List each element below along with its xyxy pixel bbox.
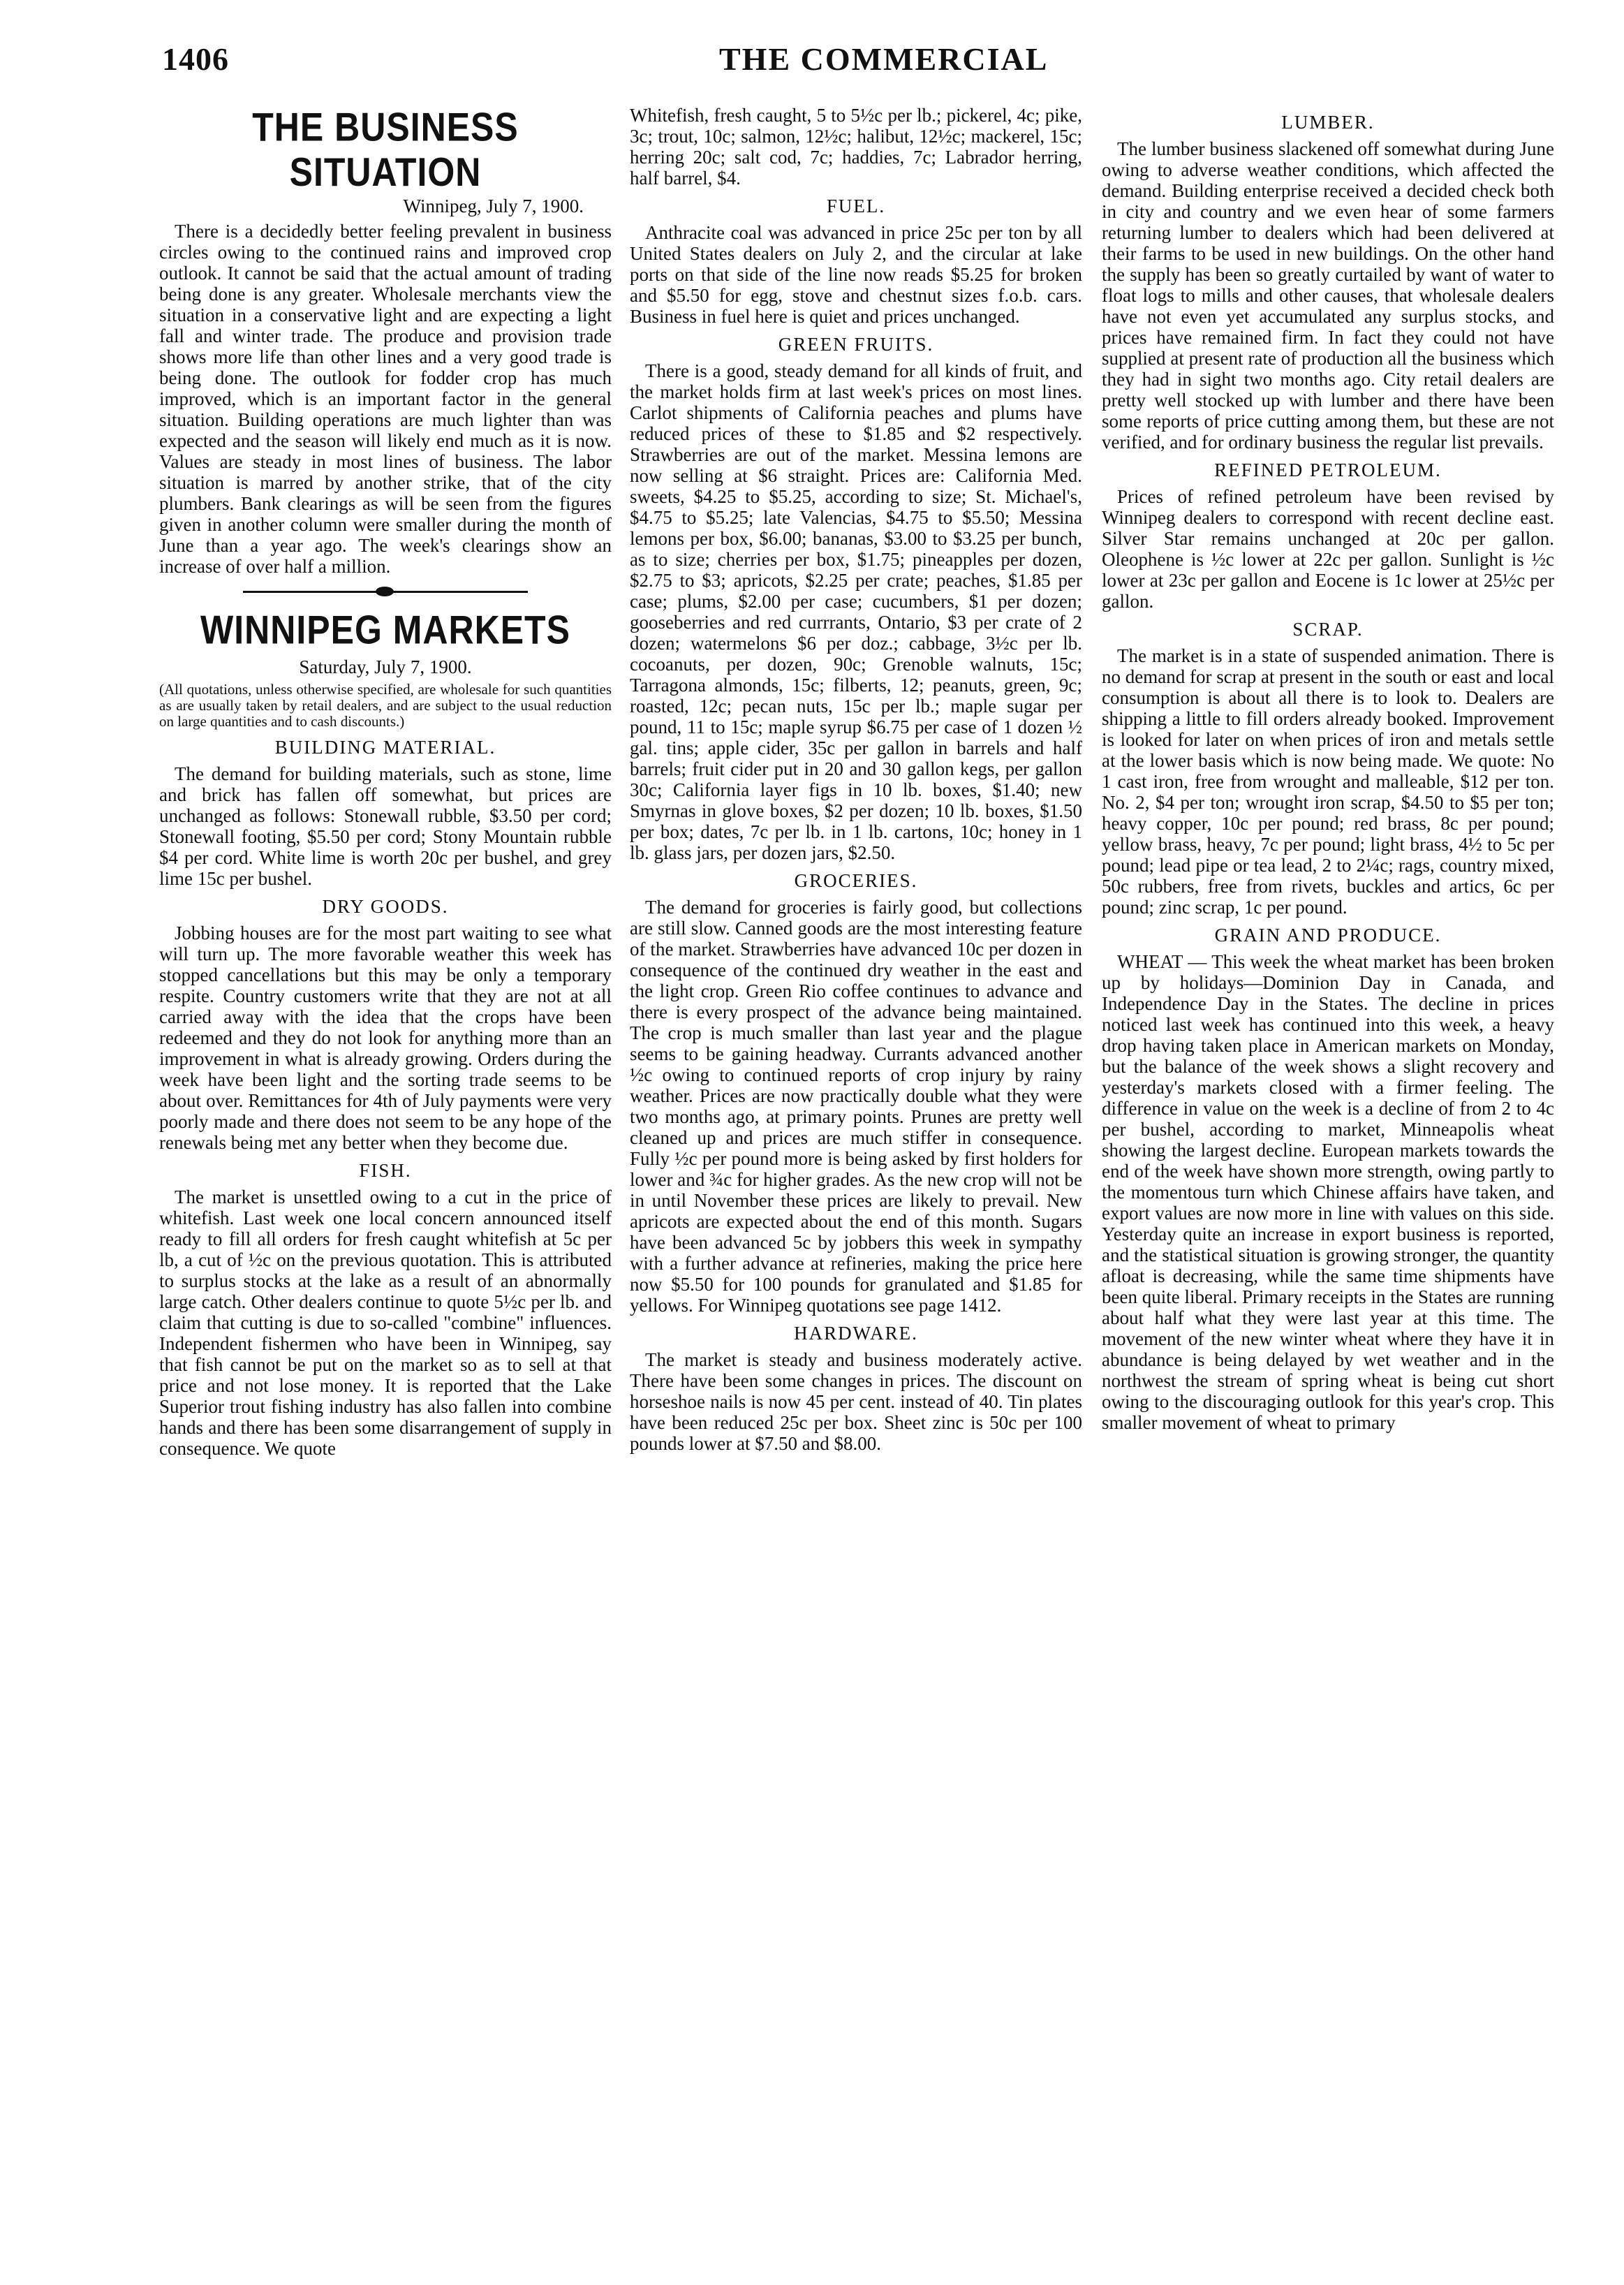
- green-fruits-body: There is a good, steady demand for all kinds of fruit, and the market holds firm at last week's prices on most lines. Carlot shipments of California peaches and plums have reduced prices of these to $1.85 and $2 respectively. Strawberries are out of the market. Messina lemons are now selling at $6 straight. Prices are: California Med. sweets, $4.25 to $5.25, according to size; St. Michael's, $4.75 to $5.25; late Valencias, $4.75 to $5.50; Messina lemons per box, $6.00; bananas, $3.00 to $3.25 per bunch, as to size; cherries per box, $1.75; pineapples per dozen, $2.75 to $3; apricots, $2.25 per crate; peaches, $1.85 per case; plums, $2.00 per case; cucumbers, $1 per dozen; gooseberries and red currrants, Ontario, $3 per crate of 2 dozen; watermelons $6 per doz.; cabbage, 3½c per lb. cocoanuts, per dozen, 90c; Grenoble walnuts, 15c; Tarragona almonds, 15c; filberts, 12; peanuts, green, 9c; roasted, 12c; pecan nuts, 15c per lb.; maple sugar per pound, 11 to 15c; maple syrup $6.75 per case of 1 dozen ½ gal. tins; apple cider, 35c per gallon in barrels and half barrels; fruit cider put in 20 and 30 gallon kegs, per gallon 30c; California layer figs in 10 lb. boxes, $1.40; new Smyrnas in glove boxes, $2 per dozen; 10 lb. boxes, $1.50 per box; dates, 7c per lb. in 1 lb. cartons, 10c; honey in 1 lb. glass jars, per dozen jars, $2.50.: [630, 360, 1082, 863]
- quotations-note: (All quotations, unless otherwise specified, are wholesale for such quantities as are usually taken by retail dealers, and are subject to the usual reduction on large quantities and to cash discounts.): [159, 681, 612, 730]
- business-situation-title: THE BUSINESS SITUATION: [252, 104, 519, 195]
- hardware-body: The market is steady and business moderately active. There have been some changes in prices. The discount on horseshoe nails is now 45 per cent. instead of 40. Tin plates have been reduced 25c per box. Sheet zinc is 50c per 100 pounds lower at $7.50 and $8.00.: [630, 1349, 1082, 1454]
- fish-body-continued: Whitefish, fresh caught, 5 to 5½c per lb.; pickerel, 4c; pike, 3c; trout, 10c; salmon, 12½c; halibut, 12½c; mackerel, 15c; herring 20c; salt cod, 7c; haddies, 7c; Labrador herring, half barrel, $4.: [630, 105, 1082, 189]
- business-situation-dateline: Winnipeg, July 7, 1900.: [403, 196, 584, 216]
- refined-petroleum-heading: REFINED PETROLEUM.: [1214, 460, 1442, 480]
- lumber-heading: LUMBER.: [1281, 112, 1375, 133]
- fuel-body: Anthracite coal was advanced in price 25c per ton by all United States dealers on July 2, and the circular at lake ports on that side of the line now reads $5.25 for broken and $5.50 for egg, stove and chestnut sizes f.o.b. cars. Business in fuel here is quiet and prices unchanged.: [630, 222, 1082, 327]
- page-header: [0, 28, 1624, 91]
- refined-petroleum-body: Prices of refined petroleum have been revised by Winnipeg dealers to correspond with recent decline east. Silver Star remains unchanged at 20c per gallon. Oleophene is ½c lower at 22c per gallon. Sunlight is ½c lower at 23c per gallon and Eocene is 1c lower at 25½c per gallon.: [1102, 486, 1554, 612]
- scrap-body: The market is in a state of suspended animation. There is no demand for scrap at present in the south or east and local consumption is about all there is to look to. Dealers are shipping a little to fill orders already booked. Improvement is looked for later on when prices of iron and metals settle at the lower basis which is now being made. We quote: No 1 cast iron, free from wrought and malleable, $12 per ton. No. 2, $4 per ton; wrought iron scrap, $4.50 to $5 per ton; heavy copper, 10c per pound; red brass, 8c per pound; yellow brass, heavy, 7c per pound; light brass, 4½ to 5c per pound; lead pipe or tea lead, 2 to 2¼c; rags, country mixed, 50c rubbers, free from rivets, buckles and artics, 6c per pound; zinc scrap, 1c per pound.: [1102, 645, 1554, 918]
- column-3: [1102, 105, 1554, 1439]
- fuel-heading: FUEL.: [826, 196, 886, 216]
- grain-and-produce-body: WHEAT — This week the wheat market has been broken up by holidays—Dominion Day in Canada, and Independence Day in the States. The decline in prices noticed last week has continued into this week, a heavy drop having taken place in American markets on Monday, but the balance of the week shows a slight recovery and yesterday's markets closed with a firmer feeling. The difference in value on the week is a decline of from 2 to 4c per bushel, according to market, Minneapolis wheat showing the largest decline. European markets towards the end of the week have shown more strength, owing partly to the momentous turn which Chinese affairs have taken, and export values are now more in line with values on this side. Yesterday quite an increase in export business is reported, and the statistical situation is growing stronger, the quantity afloat is decreasing, while the same time shipments have been quite liberal. Primary receipts in the States are running about half what they were last year at this time. The movement of the new winter wheat where they have it in abundance is being delayed by wet weather and in the northwest the stream of spring wheat is being cut short owing to the discouraging outlook for this year's crop. This smaller movement of wheat to primary: [1102, 951, 1554, 1433]
- page-number: 1406: [162, 41, 229, 77]
- fish-heading: FISH.: [359, 1160, 412, 1181]
- column-1: [159, 105, 612, 1464]
- dry-goods-body: Jobbing houses are for the most part waiting to see what will turn up. The more favorable weather this week has stopped cancellations but this may be only a temporary respite. Country customers write that they are not at all carried away with the idea that the crops have been redeemed and they do not look for anything more than an improvement in what is already growing. Orders during the week have been light and the sorting trade seems to be about over. Remittances for 4th of July payments were very poorly made and there does not seem to be any hope of the renewals being met any better when they become due.: [159, 923, 612, 1153]
- green-fruits-heading: GREEN FRUITS.: [778, 334, 934, 355]
- grain-and-produce-heading: GRAIN AND PRODUCE.: [1214, 925, 1442, 946]
- winnipeg-markets-title: WINNIPEG MARKETS: [200, 607, 570, 653]
- fish-body: The market is unsettled owing to a cut in the price of whitefish. Last week one local concern announced itself ready to fill all orders for fresh caught whitefish at 5c per lb, a cut of ½c on the previous quotation. This is attributed to surplus stocks at the lake as a result of an abnormally large catch. Other dealers continue to quote 5½c per lb. and claim that cutting is due to so-called "combine" influences. Independent fishermen who have been in Winnipeg, say that fish cannot be put on the market so as to sell at that price and not lose money. It is reported that the Lake Superior trout fishing industry has also fallen into combine hands and there has been some disarrangement of supply in consequence. We quote: [159, 1186, 612, 1459]
- section-divider: [159, 587, 612, 596]
- winnipeg-markets-dateline: Saturday, July 7, 1900.: [299, 656, 472, 677]
- dry-goods-heading: DRY GOODS.: [322, 896, 449, 917]
- scrap-heading: SCRAP.: [1292, 619, 1364, 640]
- building-material-body: The demand for building materials, such as stone, lime and brick has fallen off somewhat, but prices are unchanged as follows: Stonewall rubble, $3.50 per cord; Stonewall footing, $5.50 per cord; Stony Mountain rubble $4 per cord. White lime is worth 20c per bushel, and grey lime 15c per bushel.: [159, 763, 612, 889]
- lumber-body: The lumber business slackened off somewhat during June owing to adverse weather conditions, which affected the demand. Building enterprise received a decided check both in city and country and we even hear of some farmers returning lumber to dealers which had been delivered at their farms to be used in new buildings. On the other hand the supply has been so greatly curtailed by want of water to float logs to mills and other causes, that wholesale dealers have not even yet accumulated any surplus stocks, and prices have remained firm. In fact they could not have supplied at present rate of production all the business which they had in sight two months ago. City retail dealers are pretty well stocked up with lumber and there have been some reports of price cutting among them, but these are not verified, and for ordinary business the regular list prevails.: [1102, 138, 1554, 453]
- masthead: THE COMMERCIAL: [719, 41, 1049, 77]
- building-material-heading: BUILDING MATERIAL.: [274, 737, 496, 758]
- hardware-heading: HARDWARE.: [794, 1323, 918, 1344]
- column-2: [630, 105, 1082, 1460]
- business-situation-body: There is a decidedly better feeling prevalent in business circles owing to the continued rains and improved crop outlook. It cannot be said that the actual amount of trading being done is any greater. Wholesale merchants view the situation in a conservative light and are expecting a light fall and winter trade. The produce and provision trade shows more life than other lines and a very good trade is being done. The outlook for fodder crop has much improved, which is an important factor in the general situation. Building operations are much lighter than was expected and the season will likely end much as it is now. Values are steady in most lines of business. The labor situation is marred by another strike, that of the city plumbers. Bank clearings as will be seen from the figures given in another column were smaller during the month of June than a year ago. The week's clearings show an increase of over half a million.: [159, 221, 612, 577]
- groceries-heading: GROCERIES.: [794, 870, 918, 891]
- groceries-body: The demand for groceries is fairly good, but collections are still slow. Canned goods are the most interesting feature of the market. Strawberries have advanced 10c per dozen in consequence of the continued dry weather in the east and the light crop. Green Rio coffee continues to advance and there is every prospect of the advance being maintained. The crop is much smaller than last year and the plague seems to be gaining headway. Currants advanced another ½c owing to continued reports of crop injury by rainy weather. Prices are now practically double what they were two months ago, at primary points. Prunes are pretty well cleaned up and prices are much stiffer in consequence. Fully ½c per pound more is being asked by first holders for lower and ¾c for higher grades. As the new crop will not be in until November these prices are likely to prevail. New apricots are expected about the end of this month. Sugars have been advanced 5c by jobbers this week in sympathy with a further advance at refineries, making the price here now $5.50 for 100 pounds for granulated and $1.85 for yellows. For Winnipeg quotations see page 1412.: [630, 897, 1082, 1316]
